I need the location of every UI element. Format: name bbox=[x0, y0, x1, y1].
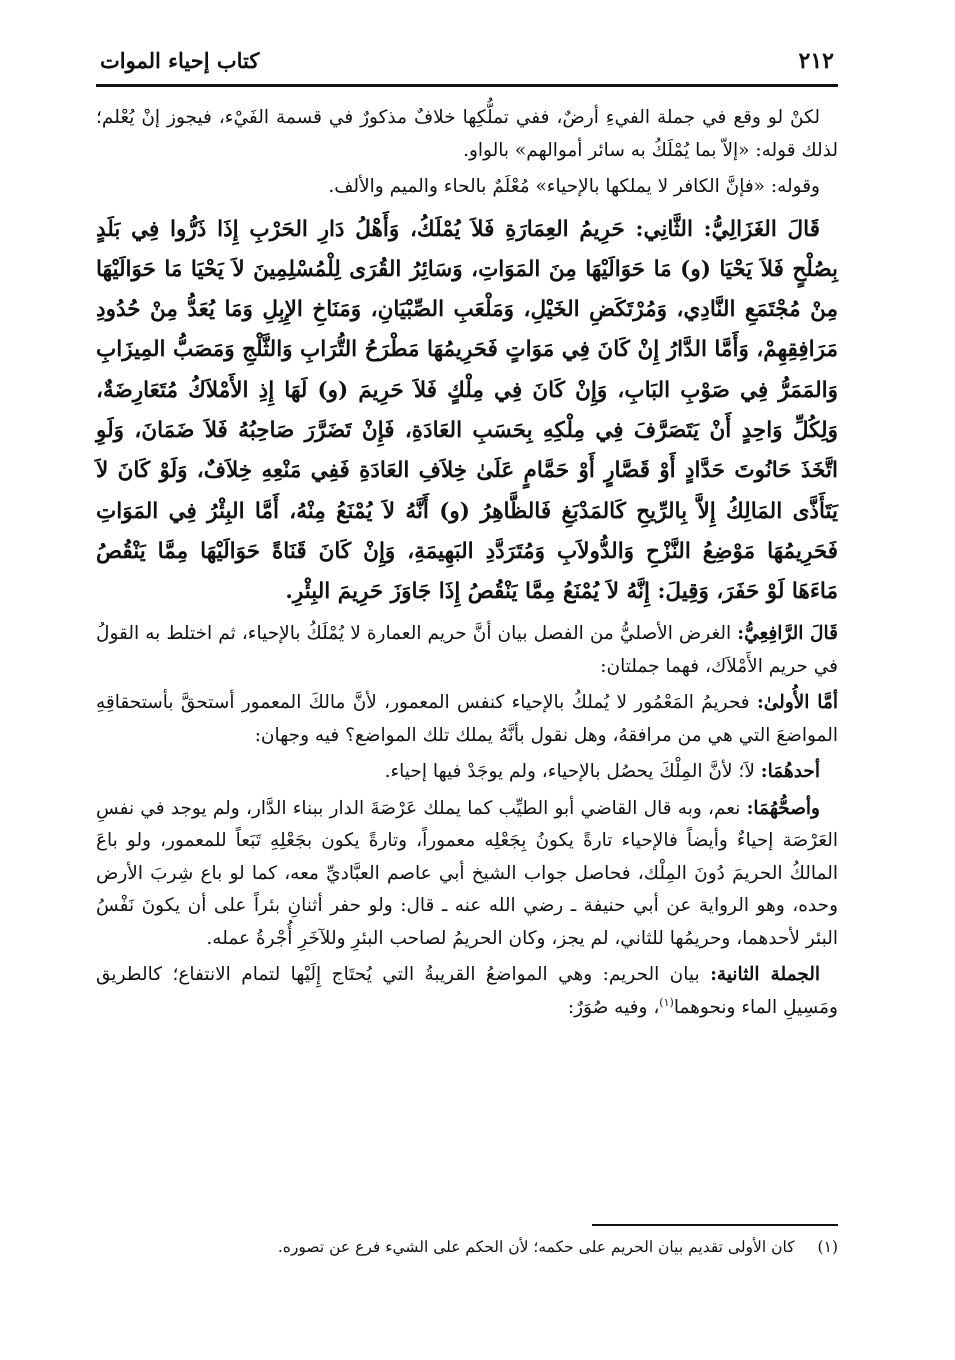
paragraph-lead: وأصحُّهُمَا: bbox=[746, 797, 820, 819]
page-header bbox=[96, 44, 838, 87]
commentary-paragraph: لكنْ لو وقع في جملة الفيءِ أرضٌ، ففي تملُّكِها خلافٌ مذكورٌ في قسمة الفَيْء، فيجوز إنْ يُعْلم؛ لذلك قوله: «إلاّ بما يُمْلَكُ به سائر أموالهم» بالواو. bbox=[96, 107, 838, 161]
footnote-number: (١) bbox=[817, 1238, 838, 1256]
footnote-text: كان الأولى تقديم بيان الحريم على حكمه؛ لأن الحكم على الشيء فرع عن تصوره. bbox=[277, 1238, 795, 1256]
matn-paragraph: قَالَ الغَزَالِيُّ: الثَّانِي: حَرِيمُ العِمَارَةِ فَلاَ يُمْلَكُ، وَأَهْلُ دَارِ الحَرْبِ إِذَا ذَرُّوا فِي بَلَدٍ بِصُلْحٍ فَلاَ يَحْيَا (و) مَا حَوَالَيْهَا مِنَ المَوَاتِ، وَسَائِرُ القُرَى لِلْمُسْلِمِينَ لاَ يَحْيَا مَا حَوَالَيْهَا مِنْ مُجْتَمَعِ النَّادِي، وَمُرْتَكَضِ الخَيْلِ، وَمَلْعَبِ الصِّبْيَانِ، وَمَنَاخِ الإِبِلِ وَمَا يُعَدُّ مِنْ حُدُودِ مَرَافِقِهِمْ، وَأَمَّا الدَّارُ إِنْ كَانَ فِي مَوَاتٍ فَحَرِيمُهَا مَطْرَحُ التُّرَابِ وَالثَّلْجِ وَمَصَبُّ المِيزَابِ وَالمَمَرُّ فِي صَوْبِ البَابِ، وَإِنْ كَانَ فِي مِلْكٍ فَلاَ حَرِيمَ (و) لَهَا إِذِ الأَمْلاَكُ مُتَعَارِضَةٌ، وَلِكُلِّ وَاحِدٍ أَنْ يَتَصَرَّفَ فِي مِلْكِهِ بِحَسَبِ العَادَةِ، فَإِنْ تَضَرَّرَ صَاحِبُهُ فَلاَ ضَمَانَ، وَلَوِ اتَّخَذَ حَانُوتَ حَدَّادٍ أَوْ قَصَّارٍ أَوْ حَمَّامٍ عَلَىٰ خِلاَفِ العَادَةِ فَفِي مَنْعِهِ خِلاَفٌ، وَلَوْ كَانَ لاَ يَتَأَذَّى المَالِكُ إِلاَّ بِالرِّيحِ كَالمَدْبَغِ فَالظَّاهِرُ (و) أَنَّهُ لاَ يُمْنَعُ مِنْهُ، أَمَّا البِئْرُ فِي المَوَاتِ فَحَرِيمُهَا مَوْضِعُ النَّزْحِ وَالدُّولاَبِ وَمُتَرَدَّدِ البَهِيمَةِ، وَإِنْ كَانَ قَنَاةً حَوَالَيْهَا مِمَّا يَنْقُصُ مَاءَهَا لَوْ حَفَرَ، وَقِيلَ: إِنَّهُ لاَ يُمْنَعُ مِمَّا يَنْقُصُ إِذَا جَاوَزَ حَرِيمَ البِئْرِ. bbox=[96, 216, 838, 605]
paragraph-lead: أمَّا الأُولىٰ: bbox=[756, 692, 838, 714]
footnote-reference: (١) bbox=[659, 995, 674, 1009]
commentary-paragraph bbox=[96, 618, 838, 683]
book-title: كتاب إحياء الموات bbox=[100, 48, 260, 73]
commentary-paragraph bbox=[96, 756, 838, 789]
paragraph-lead: أحدهُمَا: bbox=[760, 761, 820, 783]
paragraph-text: بيان الحريم: وهي المواضعُ القريبةُ التي يُحتَاج إِلَيْها لتمام الانتفاع؛ كالطريق ومَسِيلِ الماء ونحوهما bbox=[96, 964, 838, 1018]
page-number: ٢١٢ bbox=[798, 48, 834, 74]
paragraph-text: نعم، وبه قال القاضي أبو الطيِّب كما يملك عَرْصَةَ الدار ببناء الدَّار، ولم يوجد في نفسِ العَرْصَة إحياءٌ وأيضاً فالإحياء تارةً يكونُ بِجَعْلِه معموراً، وتارةً يكون بجَعْلِهِ تَبَعاً للمعمور، ولو باعَ المالكُ الحريمَ دُونَ المِلْك، فحاصل جواب الشيخ أبي عاصم العبَّاديِّ معه، كما لو باع شِربَ الأرض وحده، وهو الرواية عن أبي حنيفة ـ رضي الله عنه ـ قال: ولو حفر أثنانِ بئراً على أن يكونَ نَفْسُ البئر لأحدهما، وحريمُها للثاني، لم يجز، وكان الحريمُ لصاحب البئرِ وللآخَرِ أُجْرةُ عمله. bbox=[96, 797, 838, 949]
body-text bbox=[96, 102, 838, 1028]
paragraph-lead: قَالَ الرَّافِعِيُّ: bbox=[737, 623, 838, 645]
paragraph-text: فحريمُ المَعْمُور لا يُملكُ بالإحياء كنفس المعمور، لأنَّ مالكَ المعمور أستحقَّ بأستحقاقِهِ المواضعَ التي هي من مرافقهُ، وهل نقول بأنَّهُ يملك تلك المواضع؟ فيه وجهان: bbox=[96, 692, 838, 746]
commentary-paragraph: وقوله: «فإنَّ الكافر لا يملكها بالإحياء» مُعْلَمٌ بالحاء والميم والألف. bbox=[328, 176, 820, 197]
commentary-paragraph bbox=[96, 793, 838, 956]
commentary-paragraph bbox=[96, 687, 838, 752]
footnote-divider bbox=[592, 1224, 838, 1226]
paragraph-text: الغرض الأصليُّ من الفصل بيان أنَّ حريم العمارة لا يُمْلَكُ بالإحياء، ثم اختلط به القولُ في حريم الأَمْلاَك، فهما جملتان: bbox=[96, 623, 838, 677]
footnote bbox=[96, 1234, 838, 1260]
paragraph-text: لاَ؛ لأنَّ المِلْكَ يحصُل بالإحياء، ولم يوجَدْ فيها إحياء. bbox=[384, 761, 755, 783]
commentary-paragraph bbox=[96, 959, 838, 1024]
paragraph-text: ، وفيه صُوَرٌ: bbox=[567, 996, 660, 1018]
paragraph-lead: الجملة الثانية: bbox=[710, 964, 820, 986]
